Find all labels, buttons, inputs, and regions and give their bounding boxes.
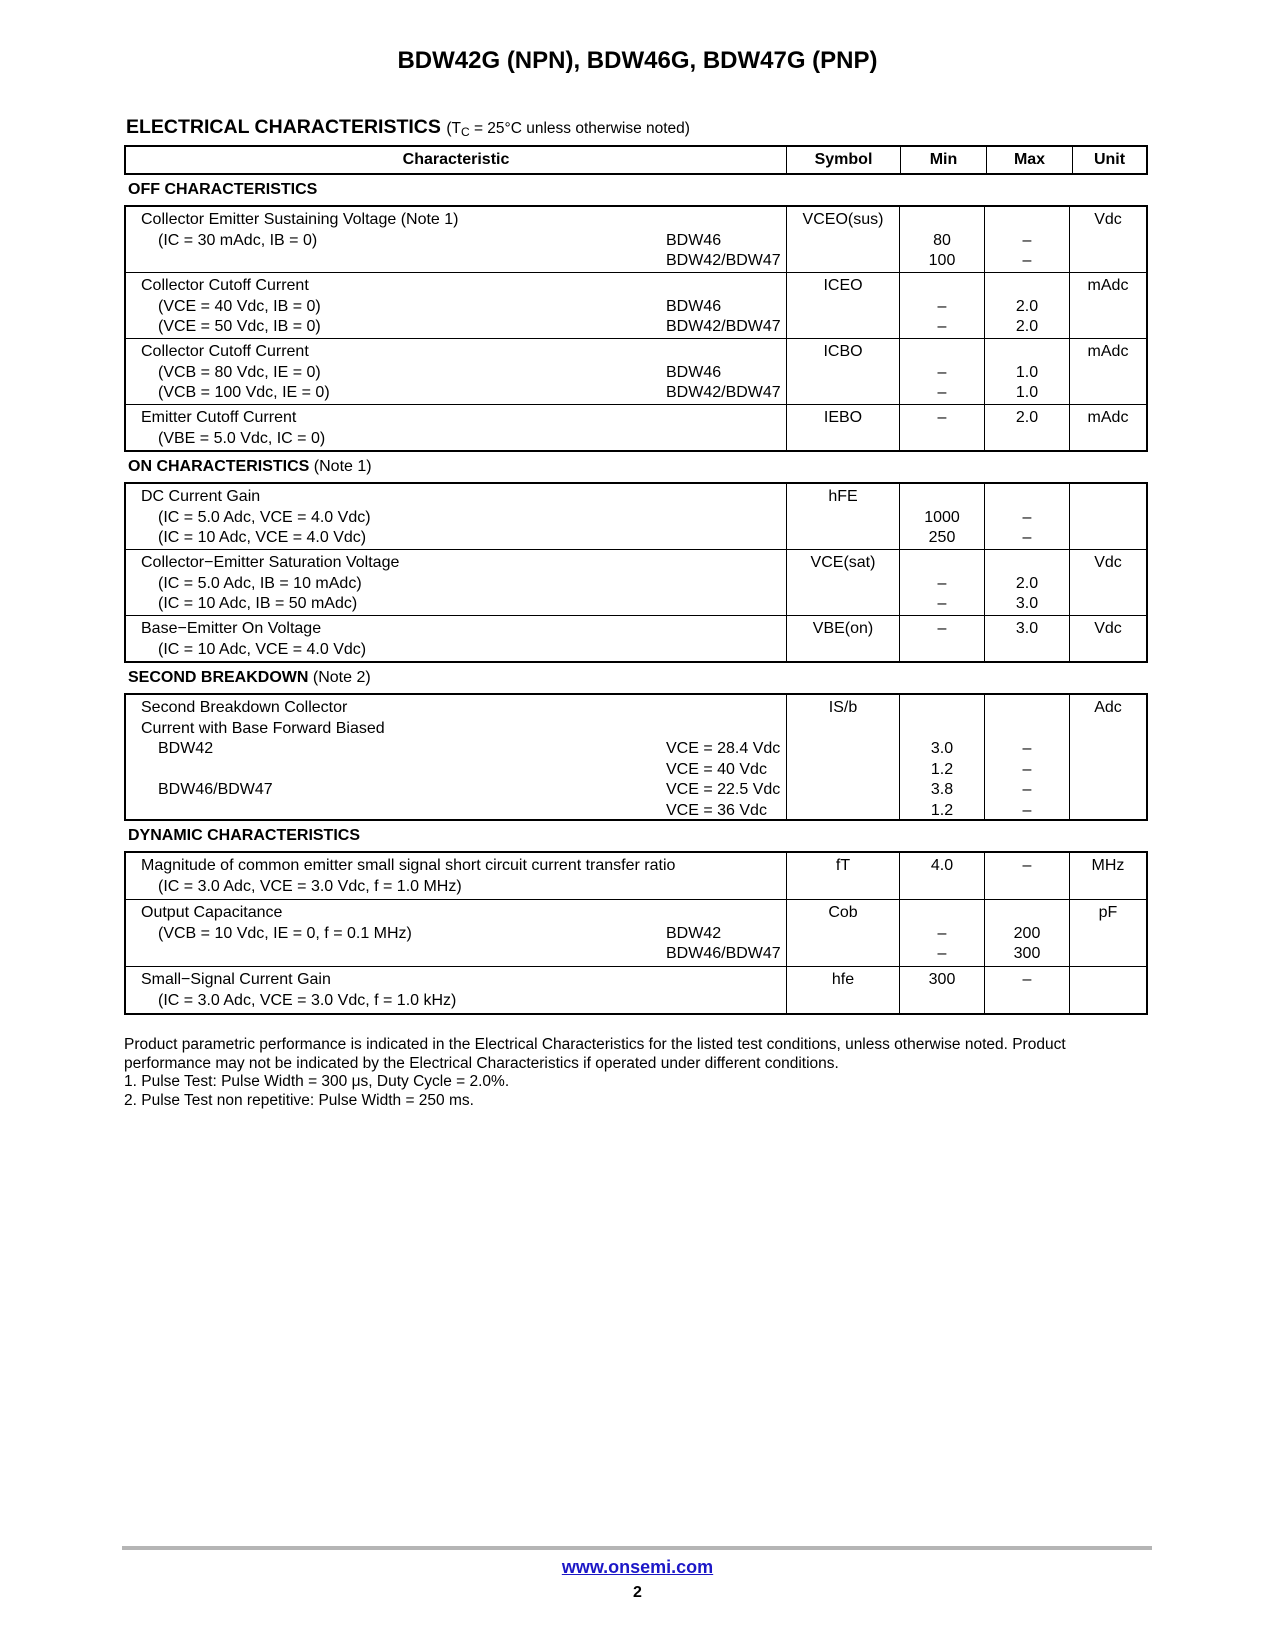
device-label: BDW46/BDW47 — [666, 945, 781, 962]
min-value: 1.2 — [930, 760, 954, 778]
table-row — [126, 484, 1146, 549]
characteristic-name: Second Breakdown Collector — [141, 699, 348, 716]
unit-cell — [1069, 339, 1146, 404]
characteristic-name: Output Capacitance — [141, 904, 283, 921]
symbol-cell — [786, 616, 899, 661]
max-cell — [984, 405, 1069, 450]
max-cell — [984, 273, 1069, 338]
group-title-on: ON CHARACTERISTICS (Note 1) — [128, 458, 372, 475]
unit-value: MHz — [1091, 857, 1125, 874]
page-title: BDW42G (NPN), BDW46G, BDW47G (PNP) — [397, 47, 878, 74]
min-cell — [899, 339, 984, 404]
max-value: – — [1022, 801, 1032, 819]
device-label: BDW46 — [666, 363, 722, 381]
symbol: IS/b — [828, 699, 858, 716]
unit-cell — [1069, 550, 1146, 615]
characteristic-name: Magnitude of common emitter small signal short circuit current transfer ratio — [141, 857, 676, 874]
max-value: 2.0 — [1015, 297, 1039, 315]
unit-value: pF — [1098, 904, 1118, 921]
condition-line — [141, 574, 786, 595]
characteristic-cell — [126, 900, 786, 966]
condition-line — [141, 297, 786, 318]
device-label: BDW42 — [158, 740, 214, 757]
unit-cell — [1069, 484, 1146, 549]
test-condition: (IC = 5.0 Adc, IB = 10 mAdc) — [158, 574, 362, 592]
unit-cell — [1069, 853, 1146, 899]
performance-note: Product parametric performance is indicated in the Electrical Characteristics for the listed test conditions, unless otherwise noted. Product performance may not be indicated by the Electrical Characteristics if operated under different conditions. — [124, 1036, 1066, 1072]
max-value: 1.0 — [1015, 384, 1039, 401]
symbol-cell — [786, 339, 899, 404]
min-value: – — [937, 297, 947, 315]
heading-main: ELECTRICAL CHARACTERISTICS — [126, 116, 441, 138]
unit-value: mAdc — [1087, 343, 1129, 360]
test-condition: (IC = 3.0 Adc, VCE = 3.0 Vdc, f = 1.0 kHz) — [158, 991, 457, 1009]
test-condition: (IC = 5.0 Adc, VCE = 4.0 Vdc) — [158, 508, 371, 526]
symbol-cell — [786, 695, 899, 819]
min-value: – — [937, 363, 947, 381]
symbol: fT — [835, 857, 851, 874]
page-number: 2 — [633, 1584, 642, 1601]
device-label: BDW42/BDW47 — [666, 318, 781, 335]
footnotes — [124, 1036, 1156, 1110]
max-value: 2.0 — [1015, 574, 1039, 592]
symbol: hfe — [831, 971, 855, 988]
symbol-cell — [786, 405, 899, 450]
unit-value: mAdc — [1087, 409, 1129, 426]
max-cell — [984, 900, 1069, 966]
symbol-cell — [786, 967, 899, 1013]
test-condition: (IC = 3.0 Adc, VCE = 3.0 Vdc, f = 1.0 MHz) — [158, 877, 462, 895]
condition-line — [141, 739, 786, 760]
table-row — [126, 615, 1146, 661]
min-value: – — [937, 318, 947, 335]
symbol: VCE(sat) — [810, 554, 876, 571]
symbol-cell — [786, 853, 899, 899]
device-label: BDW42 — [666, 924, 722, 942]
header-max: Max — [986, 147, 1072, 173]
test-condition: (IC = 10 Adc, VCE = 4.0 Vdc) — [158, 529, 367, 546]
characteristic-name: Small−Signal Current Gain — [141, 971, 331, 988]
group-second-breakdown — [124, 693, 1148, 821]
symbol-cell — [786, 273, 899, 338]
max-value: 2.0 — [1015, 409, 1039, 426]
condition-line — [141, 640, 786, 661]
header-symbol: Symbol — [786, 147, 900, 173]
min-value: – — [937, 595, 947, 612]
condition-line — [141, 317, 786, 338]
max-value: – — [1022, 760, 1032, 778]
max-cell — [984, 484, 1069, 549]
section-heading — [126, 116, 690, 139]
unit-cell — [1069, 207, 1146, 272]
table-row — [126, 695, 1146, 819]
min-cell — [899, 853, 984, 899]
characteristic-name: Collector Cutoff Current — [141, 343, 309, 360]
max-value: 3.0 — [1015, 620, 1039, 637]
characteristic-name: DC Current Gain — [141, 488, 261, 505]
group-dynamic — [124, 851, 1148, 1015]
min-value: 100 — [928, 252, 956, 269]
condition-line — [141, 429, 786, 450]
condition-line — [141, 251, 786, 272]
test-condition: VCE = 40 Vdc — [666, 760, 767, 778]
min-value: 300 — [928, 971, 956, 988]
symbol: Cob — [828, 904, 858, 921]
unit-value: Adc — [1094, 699, 1122, 716]
unit-value: mAdc — [1087, 277, 1129, 294]
table-row — [126, 853, 1146, 899]
table-row — [126, 899, 1146, 966]
group-title-dynamic: DYNAMIC CHARACTERISTICS — [128, 827, 360, 844]
max-cell — [984, 853, 1069, 899]
min-value: 80 — [933, 231, 951, 249]
condition-line — [141, 594, 786, 615]
min-value: 1000 — [924, 508, 960, 526]
test-condition: (IC = 30 mAdc, IB = 0) — [158, 231, 318, 249]
test-condition: (VCB = 100 Vdc, IE = 0) — [158, 384, 330, 401]
characteristic-cell — [126, 273, 786, 338]
min-value: – — [937, 409, 947, 426]
symbol: ICBO — [823, 343, 863, 360]
group-title-off: OFF CHARACTERISTICS — [128, 181, 318, 198]
condition-line — [141, 528, 786, 549]
symbol: IEBO — [823, 409, 863, 426]
min-value: 3.8 — [930, 781, 954, 798]
min-cell — [899, 273, 984, 338]
min-cell — [899, 405, 984, 450]
condition-line — [141, 924, 786, 945]
max-value: – — [1022, 857, 1032, 874]
footnote-2: 2. Pulse Test non repetitive: Pulse Width = 250 ms. — [124, 1091, 474, 1109]
condition-line — [141, 991, 786, 1012]
footnote-1: 1. Pulse Test: Pulse Width = 300 μs, Duty Cycle = 2.0%. — [124, 1073, 510, 1090]
test-condition: (IC = 10 Adc, VCE = 4.0 Vdc) — [158, 640, 367, 658]
min-value: – — [937, 924, 947, 942]
unit-value: Vdc — [1094, 620, 1122, 637]
max-value: 200 — [1013, 924, 1041, 942]
table-row — [126, 966, 1146, 1013]
symbol-cell — [786, 900, 899, 966]
min-cell — [899, 967, 984, 1013]
max-cell — [984, 616, 1069, 661]
characteristic-name: Collector Emitter Sustaining Voltage (Note 1) — [141, 211, 459, 228]
unit-value: Vdc — [1094, 554, 1122, 571]
test-condition: (VCE = 50 Vdc, IB = 0) — [158, 318, 321, 335]
characteristic-name: Emitter Cutoff Current — [141, 409, 297, 426]
max-cell — [984, 967, 1069, 1013]
min-cell — [899, 207, 984, 272]
unit-cell — [1069, 695, 1146, 819]
characteristic-cell — [126, 695, 786, 819]
min-value: – — [937, 384, 947, 401]
test-condition: VCE = 28.4 Vdc — [666, 740, 781, 757]
condition-line — [141, 231, 786, 252]
max-value: – — [1022, 252, 1032, 269]
min-cell — [899, 616, 984, 661]
unit-cell — [1069, 405, 1146, 450]
table-row — [126, 404, 1146, 450]
max-value: 3.0 — [1015, 595, 1039, 612]
test-condition: (IC = 10 Adc, IB = 50 mAdc) — [158, 595, 358, 612]
heading-condition: ($T_C = 25^\circ C$ unless otherwise noted) — [446, 120, 690, 139]
min-value: – — [937, 574, 947, 592]
symbol: VBE(on) — [812, 620, 874, 637]
footer-divider — [122, 1546, 1152, 1550]
symbol-cell — [786, 207, 899, 272]
characteristic-cell — [126, 339, 786, 404]
test-condition: (VCB = 80 Vdc, IE = 0) — [158, 363, 321, 381]
device-label: BDW46 — [666, 297, 722, 315]
max-cell — [984, 550, 1069, 615]
symbol-cell — [786, 484, 899, 549]
symbol: hFE — [828, 488, 858, 505]
group-on — [124, 482, 1148, 663]
characteristic-cell — [126, 616, 786, 661]
characteristic-cell — [126, 853, 786, 899]
min-cell — [899, 550, 984, 615]
device-label: BDW46/BDW47 — [158, 781, 273, 798]
max-cell — [984, 339, 1069, 404]
condition-line — [141, 877, 786, 898]
condition-line — [141, 780, 786, 801]
group-off — [124, 205, 1148, 452]
max-value: – — [1022, 231, 1032, 249]
header-characteristic: Characteristic — [402, 151, 510, 168]
characteristics-table — [124, 145, 1148, 1015]
max-value: – — [1022, 971, 1032, 988]
max-cell — [984, 207, 1069, 272]
unit-cell — [1069, 273, 1146, 338]
unit-value: Vdc — [1094, 211, 1122, 228]
header-min: Min — [900, 147, 986, 173]
device-label: BDW46 — [666, 231, 722, 249]
unit-cell — [1069, 967, 1146, 1013]
website-link[interactable]: www.onsemi.com — [561, 1557, 714, 1577]
characteristic-name: Collector Cutoff Current — [141, 277, 309, 294]
table-row — [126, 549, 1146, 615]
min-value: 3.0 — [930, 740, 954, 757]
min-value: 1.2 — [930, 801, 954, 819]
symbol-cell — [786, 550, 899, 615]
condition-line — [141, 508, 786, 529]
unit-cell — [1069, 616, 1146, 661]
min-value: – — [937, 620, 947, 637]
test-condition: VCE = 22.5 Vdc — [666, 781, 781, 798]
table-header — [124, 145, 1148, 175]
symbol: ICEO — [823, 277, 863, 294]
group-title-second-breakdown: SECOND BREAKDOWN (Note 2) — [128, 669, 371, 686]
max-value: 300 — [1013, 945, 1041, 962]
header-unit: Unit — [1072, 147, 1146, 173]
device-label: BDW42/BDW47 — [666, 252, 781, 269]
characteristic-name: Current with Base Forward Biased — [141, 719, 385, 737]
symbol: VCEO(sus) — [802, 211, 884, 228]
max-cell — [984, 695, 1069, 819]
max-value: 2.0 — [1015, 318, 1039, 335]
max-value: – — [1022, 529, 1032, 546]
min-cell — [899, 695, 984, 819]
min-value: 4.0 — [930, 857, 954, 874]
table-row — [126, 207, 1146, 272]
max-value: – — [1022, 781, 1032, 798]
max-value: 1.0 — [1015, 363, 1039, 381]
min-value: 250 — [928, 529, 956, 546]
min-cell — [899, 484, 984, 549]
min-value: – — [937, 945, 947, 962]
test-condition: (VCE = 40 Vdc, IB = 0) — [158, 297, 321, 315]
test-condition: VCE = 36 Vdc — [666, 801, 767, 819]
device-label: BDW42/BDW47 — [666, 384, 781, 401]
condition-line — [141, 801, 786, 822]
characteristic-name: Collector−Emitter Saturation Voltage — [141, 554, 400, 571]
condition-line — [141, 944, 786, 965]
condition-line — [141, 760, 786, 781]
characteristic-cell — [126, 207, 786, 272]
characteristic-cell — [126, 484, 786, 549]
unit-cell — [1069, 900, 1146, 966]
max-value: – — [1022, 740, 1032, 757]
characteristic-cell — [126, 405, 786, 450]
characteristic-name: Base−Emitter On Voltage — [141, 620, 322, 637]
test-condition: (VBE = 5.0 Vdc, IC = 0) — [158, 429, 326, 447]
min-cell — [899, 900, 984, 966]
characteristic-cell — [126, 967, 786, 1013]
max-value: – — [1022, 508, 1032, 526]
characteristic-cell — [126, 550, 786, 615]
table-row — [126, 272, 1146, 338]
table-row — [126, 338, 1146, 404]
test-condition: (VCB = 10 Vdc, IE = 0, f = 0.1 MHz) — [158, 924, 412, 942]
condition-line — [141, 363, 786, 384]
condition-line — [141, 383, 786, 404]
